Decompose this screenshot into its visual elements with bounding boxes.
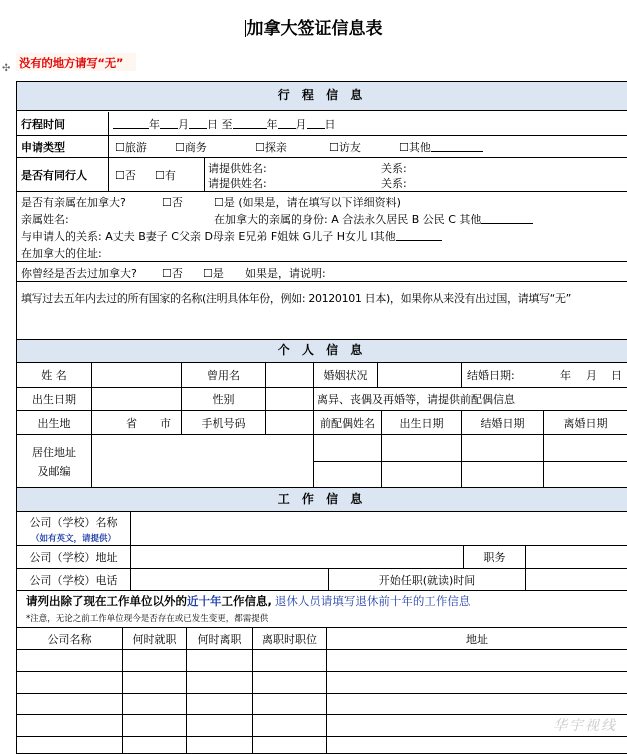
ex-spouse-name-label: 前配偶姓名 [313, 411, 381, 434]
row-history-note [17, 590, 627, 627]
position-label: 职务 [463, 546, 525, 568]
mobile-field[interactable] [265, 411, 313, 434]
companion-label: 是否有同行人 [21, 168, 87, 182]
row-apply-type [17, 135, 627, 157]
col-company-name: 公司名称 [47, 632, 92, 646]
table-row[interactable] [17, 737, 627, 754]
marital-field[interactable] [377, 363, 461, 387]
visa-form-table [16, 81, 627, 754]
been-explain[interactable]: 如果是，请说明: [245, 267, 326, 280]
canada-address[interactable]: 在加拿大的住址: [21, 247, 102, 260]
ex-birth-date-label: 出生日期 [381, 411, 461, 434]
company-name-label: 公司（学校）名称 （如有英文，请提供） [29, 515, 118, 544]
table-row[interactable] [17, 650, 627, 671]
companion-relation-1[interactable]: 关系: [381, 162, 407, 175]
col-end-date: 何时离职 [186, 628, 252, 649]
table-row[interactable] [17, 694, 627, 714]
table-row[interactable] [17, 672, 627, 693]
start-time-label: 开始任职(就读)时间 [328, 569, 525, 590]
section-work: 工 作 信 息 [17, 487, 627, 512]
marriage-date-field[interactable]: 结婚日期: 年 月 日 [461, 363, 627, 387]
ex-marriage-date-label: 结婚日期 [461, 411, 543, 434]
checkbox-friends[interactable]: ☐访友 [329, 140, 361, 154]
been-to-canada-question: 你曾经是否去过加拿大? [21, 267, 137, 280]
relative-status[interactable]: 在加拿大的亲属的身份: A 合法永久居民 B 公民 C 其他 [214, 211, 533, 227]
fill-note: 没有的地方请写“无” [19, 56, 124, 70]
name-field[interactable] [91, 363, 181, 387]
address-field[interactable] [91, 435, 313, 487]
row-been-to-canada [17, 261, 627, 281]
travel-time-field[interactable]: 年 月 日 至 年 月 日 [108, 112, 627, 135]
company-phone-field[interactable] [130, 569, 328, 590]
relative-name[interactable]: 亲属姓名: [21, 213, 69, 226]
start-time-field[interactable] [525, 569, 627, 590]
checkbox-relatives-no[interactable]: ☐否 [162, 196, 183, 209]
history-table-body [17, 649, 627, 754]
birthplace-field[interactable]: 省 市 [91, 411, 181, 434]
row-company-name [17, 512, 627, 545]
former-name-label: 曾用名 [181, 363, 265, 387]
col-position: 离职时职位 [252, 628, 326, 649]
checkbox-companion-yes[interactable]: ☐有 [155, 168, 176, 182]
travel-time-label: 行程时间 [21, 117, 65, 131]
row-address [17, 434, 627, 487]
birth-date-field[interactable] [91, 388, 181, 410]
move-anchor-icon[interactable]: ✣ [2, 63, 11, 74]
relation-to-applicant[interactable]: 与申请人的关系: A丈夫 B妻子 C父亲 D母亲 E兄弟 F姐妹 G儿子 H女儿 I其他 [21, 228, 442, 244]
checkbox-companion-no[interactable]: ☐否 [115, 168, 136, 182]
row-companion [17, 157, 627, 191]
row-countries[interactable] [17, 281, 627, 339]
marital-label: 婚姻状况 [313, 363, 377, 387]
birthplace-label: 出生地 [37, 416, 71, 430]
relatives-question: 是否有亲属在加拿大? [21, 196, 126, 209]
ex-divorce-date-label: 离婚日期 [543, 411, 627, 434]
company-address-label: 公司（学校）地址 [29, 551, 118, 564]
section-personal: 个 人 信 息 [17, 339, 627, 363]
row-travel-time [17, 112, 627, 135]
apply-type-label: 申请类型 [21, 140, 65, 154]
history-instruction: 请列出除了现在工作单位以外的近十年工作信息, 退休人员请填写退休前十年的工作信息 [26, 594, 471, 608]
companion-name-1[interactable]: 请提供姓名: [208, 162, 267, 175]
gender-label: 性别 [181, 388, 265, 410]
row-birthplace [17, 410, 627, 434]
row-company-phone [17, 568, 627, 590]
checkbox-other[interactable]: ☐其他 [399, 139, 483, 155]
table-row[interactable] [17, 715, 627, 736]
checkbox-been-yes[interactable]: ☐是 [203, 267, 224, 280]
checkbox-family[interactable]: ☐探亲 [255, 140, 287, 154]
row-name [17, 363, 627, 387]
row-company-address [17, 545, 627, 568]
mobile-label: 手机号码 [181, 411, 265, 434]
position-field[interactable] [525, 546, 627, 568]
address-label: 居住地址 及邮编 [32, 445, 76, 478]
companion-details [204, 158, 627, 191]
page-title: 加拿大签证信息表 [246, 19, 383, 39]
checkbox-relatives-yes[interactable]: ☐是 (如果是，请在填写以下详细资料) [214, 196, 401, 209]
companion-name-2[interactable]: 请提供姓名: [208, 177, 267, 190]
checkbox-tourism[interactable]: ☐旅游 [115, 140, 147, 154]
company-address-field[interactable] [130, 546, 463, 568]
row-birth-date [17, 387, 627, 410]
company-name-field[interactable] [130, 512, 627, 545]
gender-field[interactable] [265, 388, 313, 410]
company-phone-label: 公司（学校）电话 [29, 573, 118, 587]
col-start-date: 何时就职 [122, 628, 186, 649]
birth-date-label: 出生日期 [32, 393, 76, 406]
checkbox-been-no[interactable]: ☐否 [162, 267, 183, 280]
section-itinerary: 行 程 信 息 [17, 82, 627, 111]
apply-type-options [108, 136, 627, 157]
watermark-logo: 华宇视线 [553, 718, 617, 734]
row-relatives [17, 191, 627, 261]
name-label: 姓 名 [41, 369, 67, 382]
countries-instruction: 填写过去五年内去过的所有国家的名称(注明具体年份，例如: 20120101 日本)，如果你从来没有出过国，请填写“无” [21, 292, 572, 305]
companion-options [108, 158, 204, 191]
text-cursor [245, 20, 246, 37]
former-name-field[interactable] [265, 363, 313, 387]
history-notice: *注意，无论之前工作单位现今是否存在或已发生变更，都需提供 [26, 614, 269, 624]
col-address: 地址 [326, 628, 627, 649]
companion-relation-2[interactable]: 关系: [381, 177, 407, 190]
checkbox-business[interactable]: ☐商务 [175, 140, 207, 154]
divorce-note: 离异、丧偶及再婚等，请提供前配偶信息 [313, 388, 627, 410]
ex-spouse-entry-cells[interactable] [314, 435, 627, 488]
history-header-row [17, 627, 627, 649]
company-name-note: （如有英文，请提供） [30, 533, 116, 544]
